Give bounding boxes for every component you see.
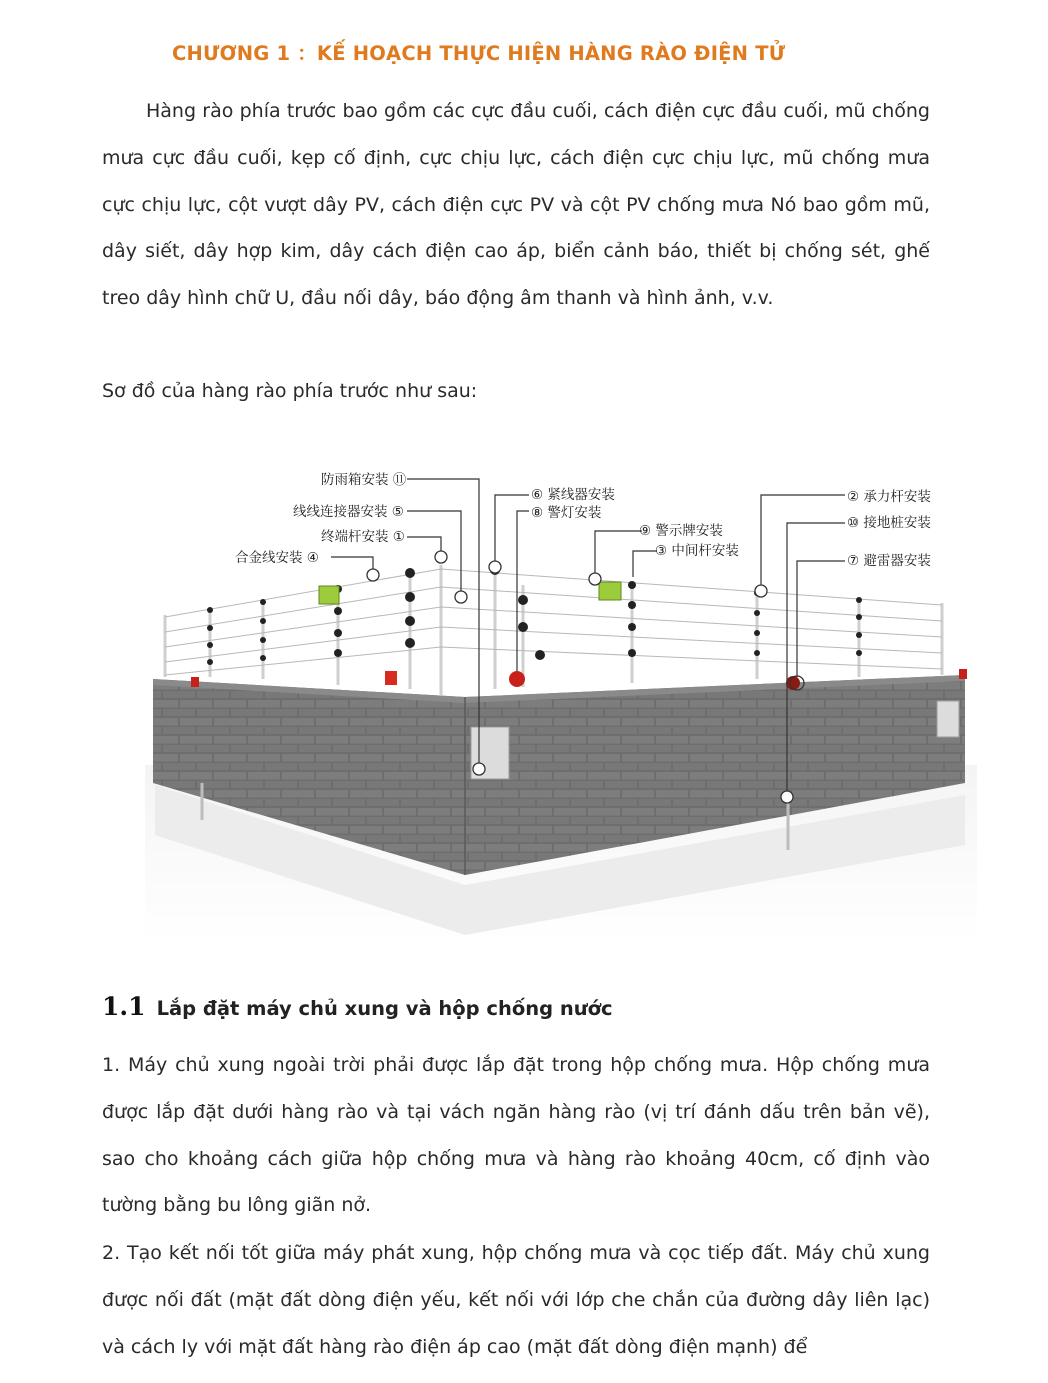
label-bearing-post: ② 承力杆安装 (847, 489, 931, 505)
chapter-title: CHƯƠNG 1 ：KẾ HOẠCH THỰC HIỆN HÀNG RÀO ĐIỆN TỬ (172, 42, 786, 65)
label-middle-post: ③ 中间杆安装 (655, 543, 739, 559)
section-number: 1.1 (102, 992, 146, 1021)
fence-wires (165, 569, 942, 675)
section-item-1: 1. Máy chủ xung ngoài trời phải được lắp đặt trong hộp chống mưa. Hộp chống mưa được lắp đặt dưới hàng rào và tại vách ngăn hàng rào (vị trí đánh dấu trên bản vẽ), sao cho khoảng cách giữa hộp chống mưa và hàng rào khoảng 40cm, cố định vào tường bằng bu lông giãn nở. (102, 1054, 930, 1217)
warning-sign-right (599, 582, 621, 600)
warning-light-2 (509, 671, 525, 687)
insulators (207, 565, 862, 665)
label-warning-sign: ⑨ 警示牌安装 (639, 523, 723, 539)
label-warning-light: ⑧ 警灯安装 (531, 505, 602, 521)
label-alloy-wire: 合金线安装 ④ (235, 550, 319, 566)
intro-paragraph: Hàng rào phía trước bao gồm các cực đầu cuối, cách điện cực đầu cuối, mũ chống mưa cực đầu cuối, kẹp cố định, cực chịu lực, cách điện cực chịu lực, mũ chống mưa cực chịu lực, cột vượt dây PV, cách điện cực PV và cột PV chống mưa Nó bao gồm mũ, dây siết, dây hợp kim, dây cách điện cao áp, biển cảnh báo, thiết bị chống sét, ghế treo dây hình chữ U, đầu nối dây, báo động âm thanh và hình ảnh, v.v. (102, 100, 930, 310)
label-terminal-post: 终端杆安装 ① (321, 529, 405, 545)
label-rainproof-box: 防雨箱安装 ⑪ (321, 472, 407, 488)
section-heading (102, 992, 613, 1021)
label-lightning-arrester: ⑦ 避雷器安装 (847, 553, 931, 569)
section-item-2: 2. Tạo kết nối tốt giữa máy phát xung, hộp chống mưa và cọc tiếp đất. Máy chủ xung được nối đất (mặt đất dòng điện yếu, kết nối với lớp che chắn của đường dây liên lạc) và cách ly với mặt đất hàng rào điện áp cao (mặt đất dòng điện mạnh) để (102, 1242, 930, 1358)
fence-diagram (145, 465, 977, 943)
label-wire-connector: 线线连接器安装 ⑤ (293, 504, 404, 520)
warning-light-3 (786, 676, 800, 690)
rainproof-box-right (937, 701, 959, 737)
label-ground-stake: ⑩ 接地桩安装 (847, 515, 931, 531)
warning-sign-left (319, 586, 339, 604)
warning-light-1 (385, 671, 397, 685)
section-title: Lắp đặt máy chủ xung và hộp chống nước (156, 997, 613, 1020)
label-tensioner: ⑥ 紧线器安装 (531, 487, 615, 503)
diagram-caption: Sơ đồ của hàng rào phía trước như sau: (102, 380, 478, 402)
